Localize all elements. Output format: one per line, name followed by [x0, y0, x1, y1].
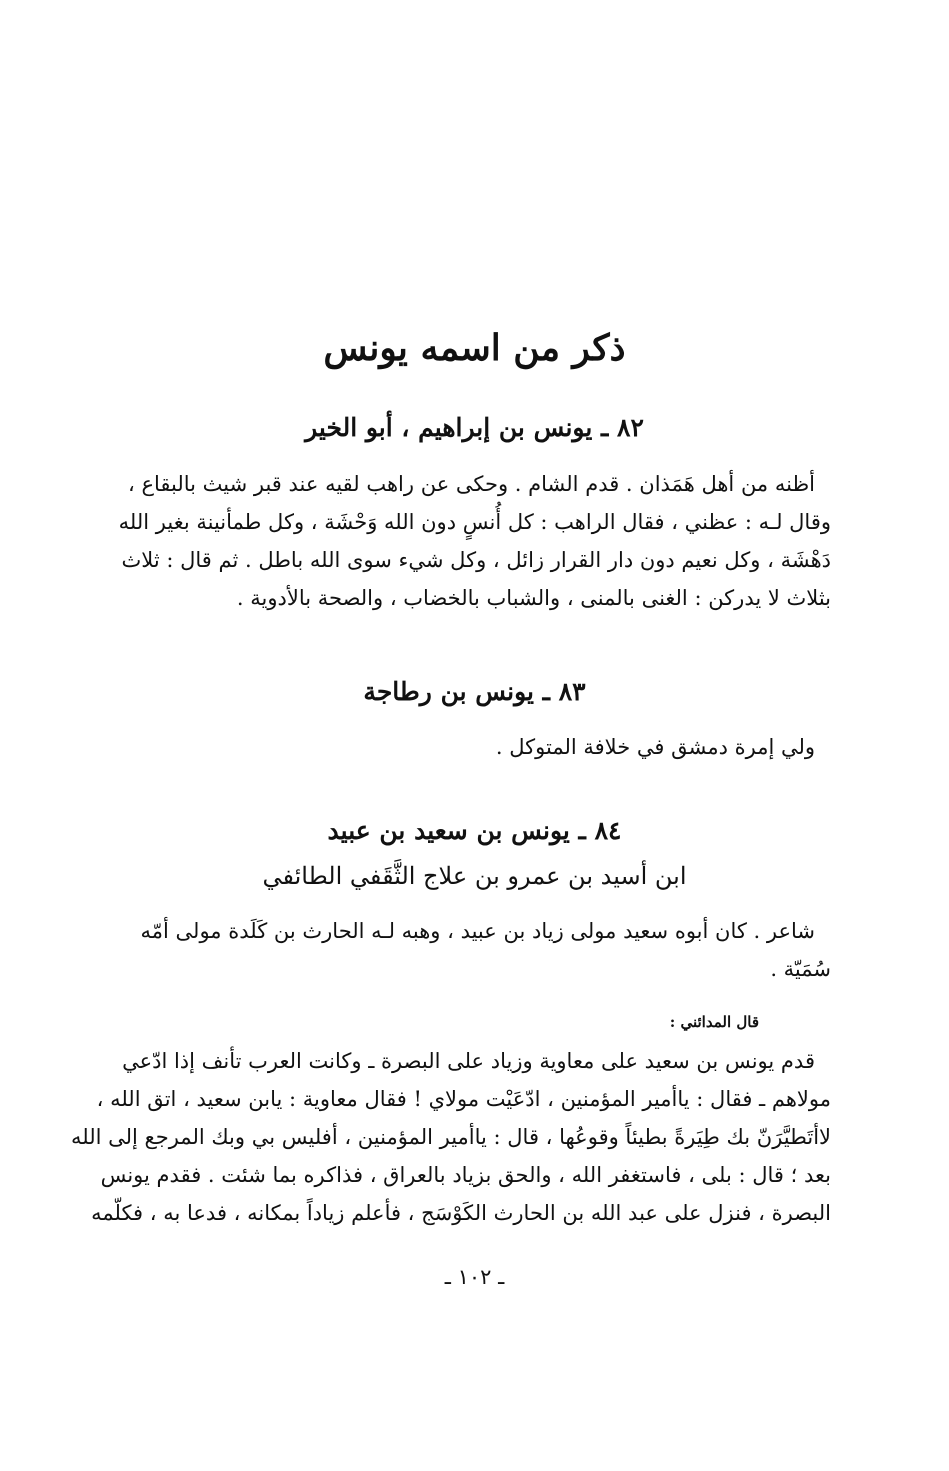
entry-83-line-1: ولي إمرة دمشق في خلافة المتوكل . — [495, 735, 815, 759]
note-line-4: بعد ؛ قال : بلى ، فاستغفر الله ، والحق بزياد بالعراق ، فذاكره بما شئت . فقدم يونس — [100, 1163, 831, 1187]
entry-84-line-1: شاعر . كان أبوه سعيد مولى زياد بن عبيد ، وهبه لـه الحارث بن كَلَدة مولى أمّه — [140, 919, 815, 943]
entry-84-body — [119, 912, 831, 988]
entry-84-subheading: ابن أسيد بن عمرو بن علاج الثَّقَفي الطائفي — [262, 862, 687, 890]
section-title: ذكر من اسمه يونس — [323, 327, 626, 369]
note-body — [71, 1042, 831, 1232]
entry-82-line-1: أظنه من أهل هَمَذان . قدم الشام . وحكى عن راهب لقيه عند قبر شيث بالبقاع ، — [127, 472, 815, 496]
entry-82-line-2: وقال لـه : عظني ، فقال الراهب : كل أُنسٍ دون الله وَحْشَة ، وكل طمأنينة بغير الله — [118, 510, 831, 534]
entry-82-body — [119, 465, 831, 617]
entry-82-line-4: بثلاث لا يدركن : الغنى بالمنى ، والشباب بالخضاب ، والصحة بالأدوية . — [236, 586, 831, 610]
entry-84-heading: ٨٤ ـ يونس بن سعيد بن عبيد — [327, 816, 622, 845]
entry-84-line-2: سُمَيّة . — [770, 957, 831, 981]
entry-82-line-3: دَهْشَة ، وكل نعيم دون دار القرار زائل ، وكل شيء سوى الله باطل . ثم قال : ثلاث — [121, 548, 831, 572]
note-line-1: قدم يونس بن سعيد على معاوية وزياد على البصرة ـ وكانت العرب تأنف إذا ادّعي — [122, 1049, 815, 1073]
note-line-3: لاأتَطيَّرَنّ بك طِيَرةً بطيئاً وقوعُها ، قال : ياأمير المؤمنين ، أفليس بي وبك المرجع إلى الله — [71, 1125, 831, 1149]
entry-83-body — [119, 728, 831, 766]
note-line-2: مولاهم ـ فقال : ياأمير المؤمنين ، ادّعَيْت مولاي ! فقال معاوية : يابن سعيد ، اتق الله ، — [96, 1087, 831, 1111]
page-number: ـ ١٠٢ ـ — [444, 1265, 505, 1289]
entry-82-heading: ٨٢ ـ يونس بن إبراهيم ، أبو الخير — [305, 413, 644, 442]
note-label: قال المدائني : — [669, 1013, 759, 1031]
note-line-5: البصرة ، فنزل على عبد الله بن الحارث الكَوْسَج ، فأعلم زياداً بمكانه ، فدعا به ، فكلّمه — [91, 1201, 831, 1225]
entry-83-heading: ٨٣ ـ يونس بن رطاجة — [363, 677, 586, 706]
